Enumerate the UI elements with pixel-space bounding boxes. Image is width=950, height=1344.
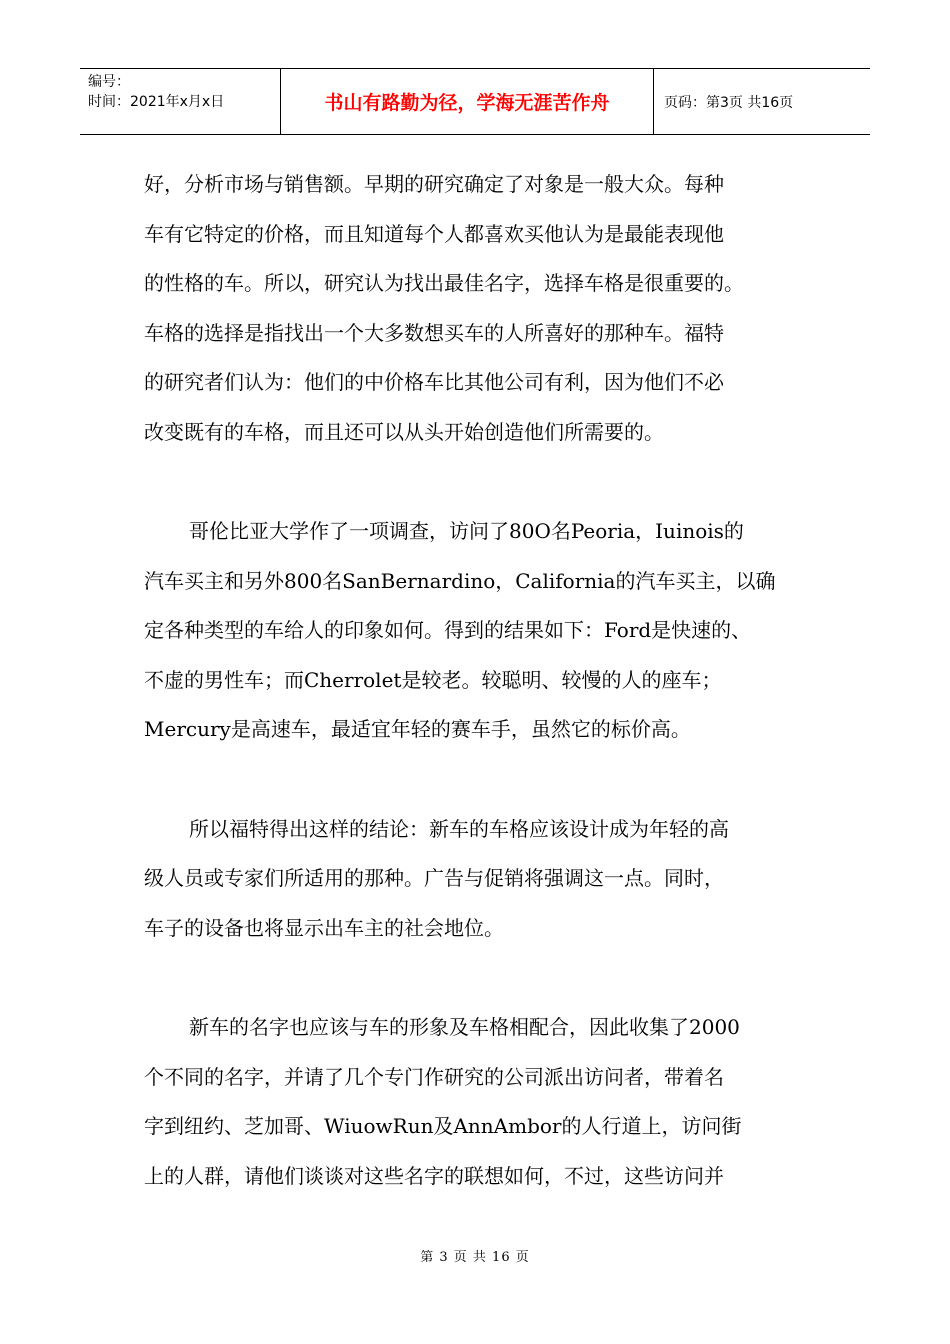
page-footer: 第 3 页 共 16 页 [420, 1250, 530, 1265]
text-line: 新车的名字也应该与车的形象及车格相配合，因此收集了2000 [189, 1015, 740, 1039]
text-line: 的性格的车。所以，研究认为找出最佳名字，选择车格是很重要的。 [144, 271, 744, 295]
text-line: Mercury是高速车，最适宜年轻的赛车手，虽然它的标价高。 [144, 717, 691, 741]
header-page-info: 页码：第3页 共16页 [664, 94, 794, 111]
text-line: 车格的选择是指找出一个大多数想买车的人所喜好的那种车。福特 [144, 320, 724, 345]
text-line: 改变既有的车格，而且还可以从头开始创造他们所需要的。 [144, 419, 664, 444]
paragraph-2 [144, 507, 834, 755]
text-line: 上的人群，请他们谈谈对这些名字的联想如何，不过，这些访问并 [144, 1163, 724, 1188]
text-line: 个不同的名字，并请了几个专门作研究的公司派出访问者，带着名 [144, 1064, 724, 1089]
header-motto: 书山有路勤为径，学海无涯苦作舟 [281, 69, 654, 134]
text-line: 汽车买主和另外800名SanBernardino，California的汽车买主，以确 [144, 568, 776, 593]
text-line: 字到纽约、芝加哥、WiuowRun及AnnAmbor的人行道上，访问街 [144, 1114, 742, 1138]
text-line: 定各种类型的车给人的印象如何。得到的结果如下：Ford是快速的、 [144, 618, 752, 642]
paragraph-4 [144, 1003, 834, 1201]
document-body [144, 160, 834, 1251]
paragraph-1 [144, 160, 834, 457]
text-line: 哥伦比亚大学作了一项调查，访问了80O名Peoria，Iuinois的 [189, 519, 744, 543]
text-line: 所以福特得出这样的结论：新车的车格应该设计成为年轻的高 [189, 816, 729, 841]
document-header [80, 68, 870, 135]
header-meta [80, 69, 281, 134]
text-line: 车子的设备也将显示出车主的社会地位。 [144, 915, 504, 940]
text-line: 级人员或专家们所适用的那种。广告与促销将强调这一点。同时， [144, 866, 724, 890]
text-line: 的研究者们认为：他们的中价格车比其他公司有利，因为他们不必 [144, 370, 724, 394]
text-line: 好，分析市场与销售额。早期的研究确定了对象是一般大众。每种 [144, 172, 724, 196]
text-line: 不虚的男性车；而Cherrolet是较老。较聪明、较慢的人的座车； [144, 667, 722, 692]
text-line: 车有它特定的价格，而且知道每个人都喜欢买他认为是最能表现他 [144, 221, 724, 246]
paragraph-3 [144, 805, 834, 954]
date-label: 时间：2021年x月x日 [88, 94, 225, 110]
code-label: 编号： [88, 74, 130, 90]
